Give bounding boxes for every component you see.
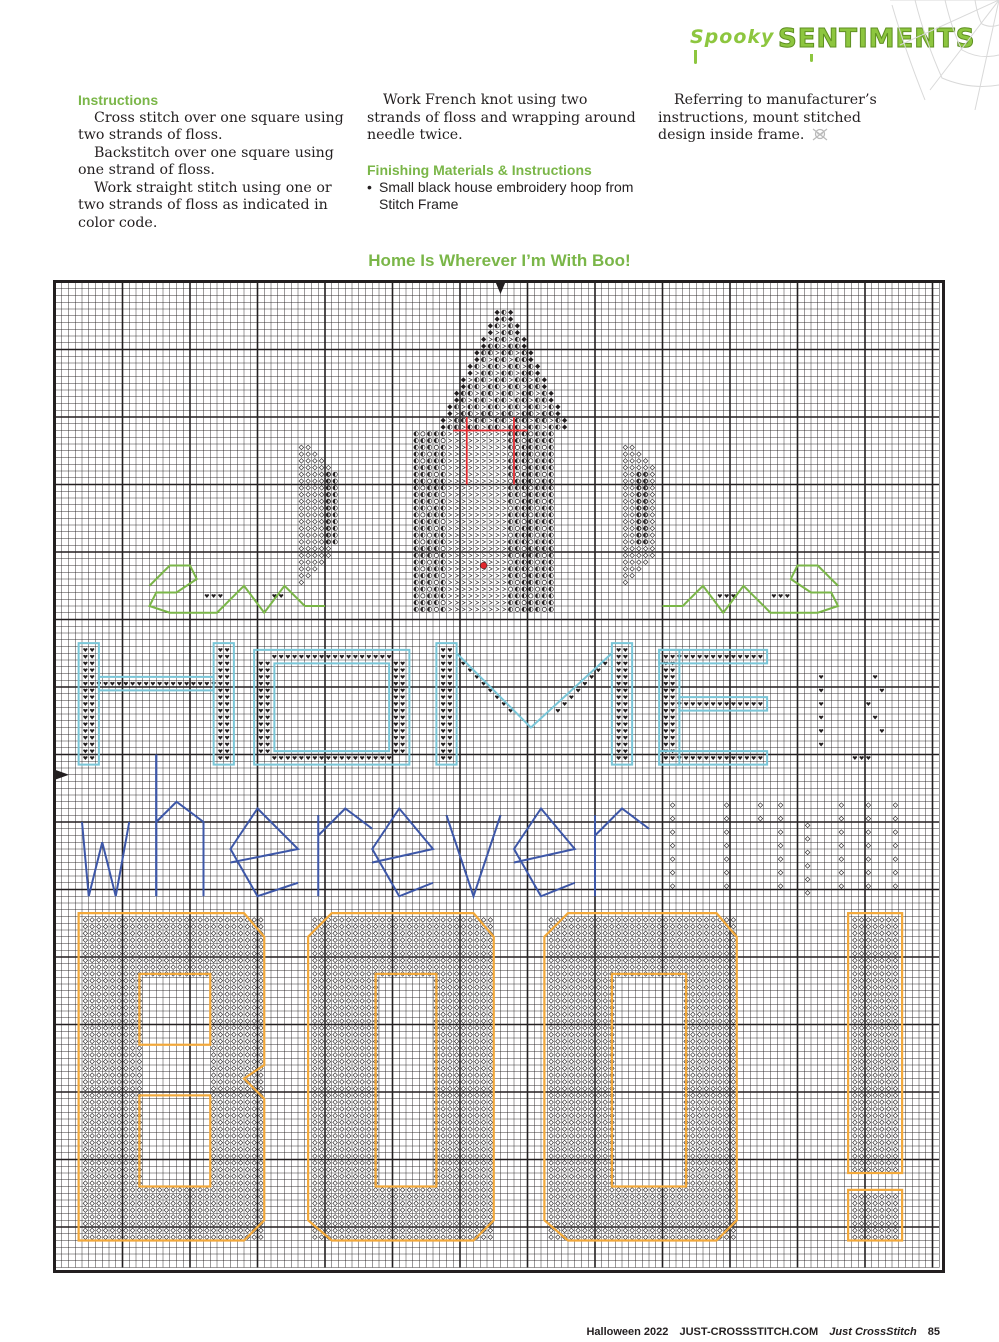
instruction-french-knot: Work French knot using two strands of floss and wrapping around needle twice. xyxy=(367,92,636,143)
finishing-bullet xyxy=(367,179,637,213)
instructions-heading: Instructions xyxy=(78,92,159,108)
instruction-cross-stitch: Cross stitch over one square using two strands of floss. xyxy=(78,109,344,143)
skull-icon xyxy=(812,128,828,141)
finishing-column xyxy=(367,92,637,213)
finishing-heading: Finishing Materials & Instructions xyxy=(367,161,592,178)
page-footer xyxy=(560,1326,940,1338)
footer-page-number: 85 xyxy=(927,1326,940,1338)
instruction-backstitch: Backstitch over one square using one strand of floss. xyxy=(78,144,334,178)
instruction-straight-stitch: Work straight stitch using one or two strands of floss as indicated in color code. xyxy=(78,179,332,231)
logo-spooky-text: Spooky xyxy=(690,26,775,48)
footer-site: JUST-CROSSSTITCH.COM xyxy=(679,1326,819,1338)
mounting-instructions: Referring to manufacturer’s instructions, mount stitched design inside frame. xyxy=(658,92,877,143)
chart-title: Home Is Wherever I’m With Boo! xyxy=(368,251,631,270)
cross-stitch-chart xyxy=(53,280,945,1273)
footer-issue: Halloween 2022 xyxy=(586,1326,669,1338)
chart-grid xyxy=(53,280,945,1273)
logo-sentiments-text: SENTIMENTS xyxy=(778,24,976,54)
center-arrow-top-icon xyxy=(496,282,506,294)
spider-web-icon xyxy=(890,0,999,110)
instructions-column xyxy=(78,92,348,232)
finishing-bullet-text: Small black house embroidery hoop from Stitch Frame xyxy=(379,179,634,212)
slime-drip-icon xyxy=(694,50,697,64)
mounting-column xyxy=(658,92,898,145)
french-knot-icon xyxy=(480,562,487,569)
bullet-icon: • xyxy=(367,179,372,195)
slime-drip-icon xyxy=(810,54,813,62)
home-outline xyxy=(79,643,768,765)
footer-magazine: Just CrossStitch xyxy=(829,1326,917,1338)
center-arrow-left-icon xyxy=(55,770,69,780)
